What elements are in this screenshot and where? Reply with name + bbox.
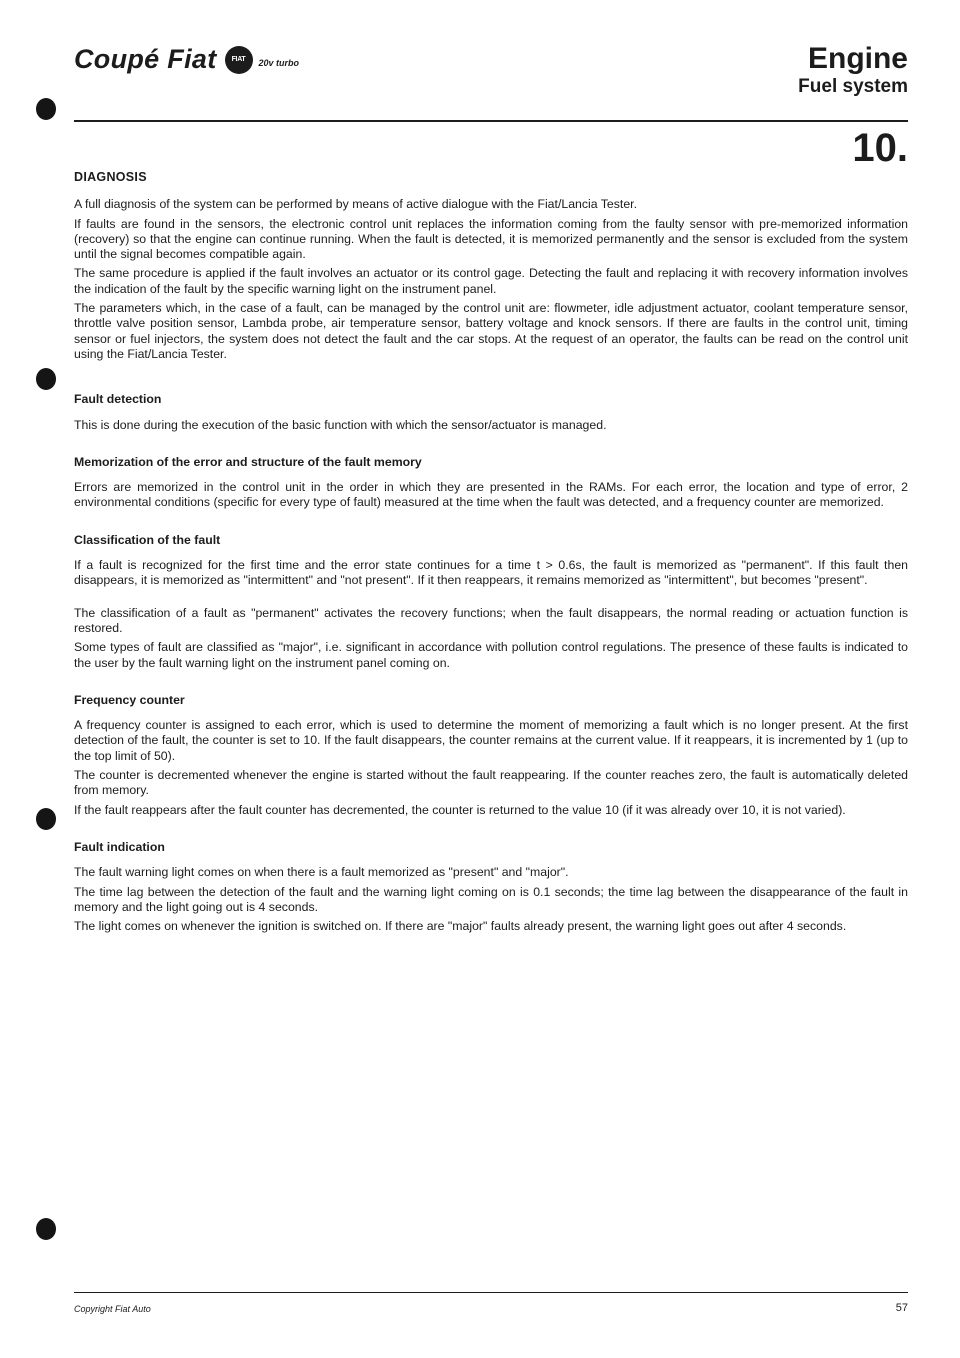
header-section-block bbox=[798, 42, 908, 98]
punch-hole-4 bbox=[36, 1218, 56, 1240]
classification-heading: Classification of the fault bbox=[74, 532, 221, 547]
frequency-counter-heading: Frequency counter bbox=[74, 692, 185, 707]
fault-detection-heading: Fault detection bbox=[74, 392, 162, 407]
punch-hole-1 bbox=[36, 98, 56, 120]
frequency-paragraph: If the fault reappears after the fault counter has decremented, the counter is returned to the value 10 (if it was already over 10, it is not varied). bbox=[74, 802, 846, 817]
indication-paragraph: The time lag between the detection of the fault and the warning light coming on is 0.1 seconds; the time lag between the disappearance of the fault in memory and the light going out is 4 seconds. bbox=[74, 884, 908, 914]
fiat-logo-icon bbox=[225, 46, 253, 74]
classification-paragraph: The classification of a fault as "permanent" activates the recovery functions; when the fault disappears, the normal reading or actuation function is restored. bbox=[74, 605, 908, 635]
subsection-title: Fuel system bbox=[798, 76, 908, 97]
section-number: 10. bbox=[852, 126, 908, 170]
diagnosis-heading: DIAGNOSIS bbox=[74, 170, 147, 184]
punch-hole-2 bbox=[36, 368, 56, 390]
page-body bbox=[74, 170, 908, 938]
diagnosis-paragraph: The same procedure is applied if the fault involves an actuator or its control gage. Detecting the fault and replacing it with recovery information involves the indication of the fault by the specific warning light on the instrument panel. bbox=[74, 266, 908, 296]
frequency-paragraph: A frequency counter is assigned to each error, which is used to determine the moment of memorizing a fault which is no longer present. At the first detection of the fault, the counter is set to 10. If the fault disappears, the counter remains at the current value. If it reappears, it is incremented by 1 (up to the top limit of 50). bbox=[74, 718, 908, 763]
model-label: 20v turbo bbox=[258, 57, 300, 68]
header-rule bbox=[74, 120, 908, 122]
header-brand-block bbox=[74, 44, 299, 75]
diagnosis-paragraph: A full diagnosis of the system can be performed by means of active dialogue with the Fiat/Lancia Tester. bbox=[74, 197, 638, 212]
memorization-heading: Memorization of the error and structure of the fault memory bbox=[74, 454, 422, 469]
section-title: Engine bbox=[807, 42, 908, 75]
frequency-paragraph: The counter is decremented whenever the engine is started without the fault reappearing. If the counter reaches zero, the fault is automatically deleted from memory. bbox=[74, 768, 908, 798]
fault-detection-paragraph: This is done during the execution of the basic function with which the sensor/actuator is managed. bbox=[74, 417, 607, 432]
punch-hole-3 bbox=[36, 808, 56, 830]
memorization-paragraph: Errors are memorized in the control unit in the order in which they are presented in the RAMs. For each error, the location and type of error, 2 environmental conditions (specific for every type of fault) measured at the time when the fault was detected, and a frequency counter are memorized. bbox=[74, 480, 908, 510]
copyright-text: Copyright Fiat Auto bbox=[74, 1304, 151, 1314]
logo-text: FIAT bbox=[231, 56, 246, 63]
classification-paragraph: Some types of fault are classified as "major", i.e. significant in accordance with pollution control regulations. The presence of these faults is indicated to the user by the fault warning light on the instrument panel coming on. bbox=[74, 640, 908, 670]
page-number: 57 bbox=[895, 1302, 908, 1314]
footer-rule bbox=[74, 1292, 908, 1293]
diagnosis-paragraph: The parameters which, in the case of a fault, can be managed by the control unit are: flowmeter, idle adjustment actuator, coolant temperature sensor, throttle valve position sensor, Lambda probe, air temperature sensor, battery voltage and knock sensors. If there are faults in the control unit, timing sensor or fuel injectors, the system does not detect the fault and the car stops. At the request of an operator, the faults can be read on the control unit using the Fiat/Lancia Tester. bbox=[74, 301, 908, 361]
indication-paragraph: The light comes on whenever the ignition is switched on. If there are "major" faults already present, the warning light goes out after 4 seconds. bbox=[74, 919, 847, 934]
fault-indication-heading: Fault indication bbox=[74, 839, 165, 854]
indication-paragraph: The fault warning light comes on when there is a fault memorized as "present" and "major". bbox=[74, 865, 569, 880]
brand-title: Coupé Fiat bbox=[74, 44, 217, 74]
classification-paragraph: If a fault is recognized for the first time and the error state continues for a time t > 0.6s, the fault is memorized as "permanent". If this fault then disappears, it is memorized as "intermittent" and "not present". If it then reappears, it remains memorized as "intermittent", but becomes "present". bbox=[74, 558, 908, 588]
diagnosis-paragraph: If faults are found in the sensors, the electronic control unit replaces the information coming from the faulty sensor with pre-memorized information (recovery) so that the engine can continue running. When the fault is detected, it is memorized permanently and the sensor is excluded from the system until the signal becomes compatible again. bbox=[74, 216, 908, 262]
